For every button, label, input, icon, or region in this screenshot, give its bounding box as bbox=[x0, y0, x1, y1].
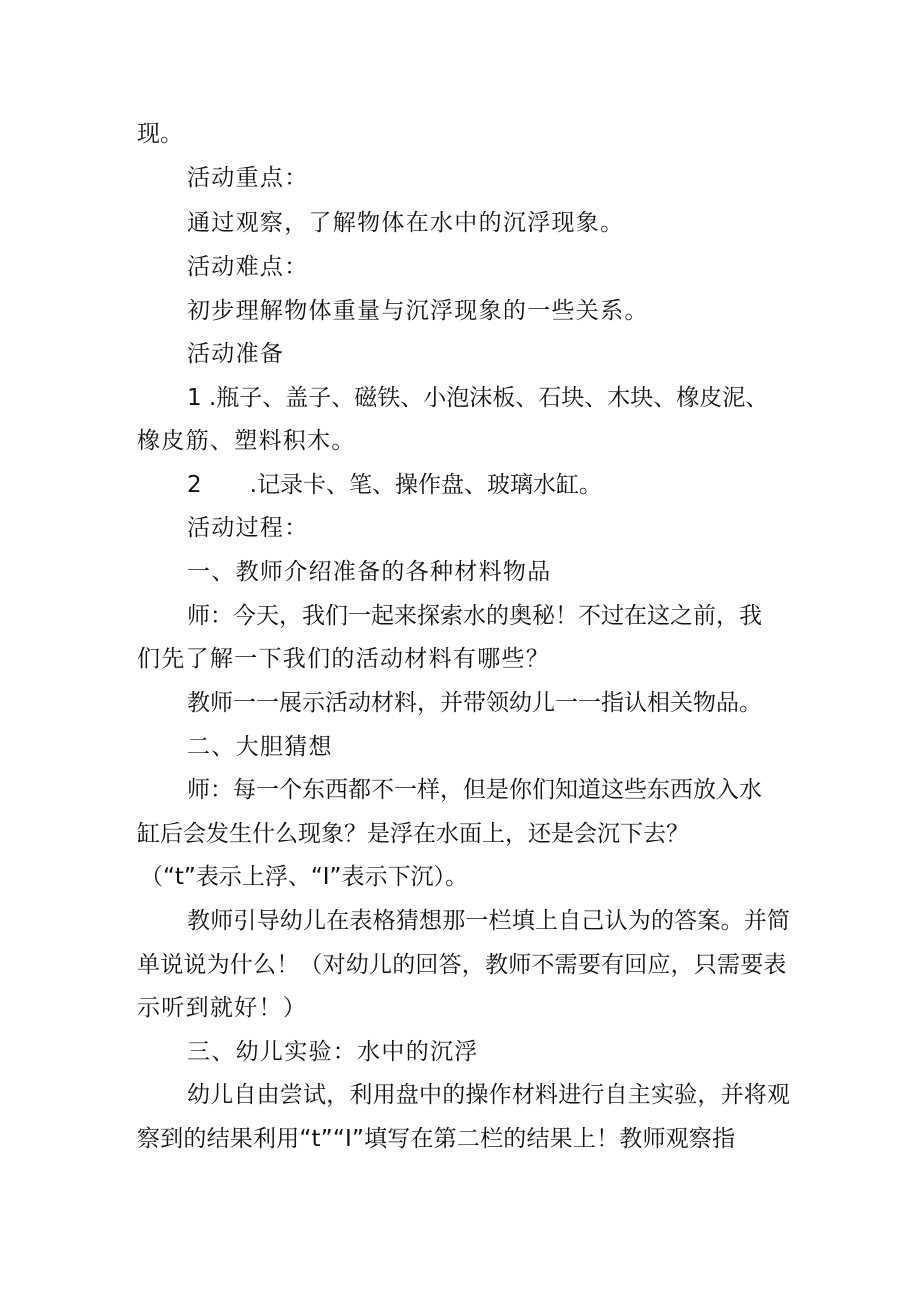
text-activity-difficulty: 初步理解物体重量与沉浮现象的一些关系。 bbox=[187, 298, 649, 324]
teacher-speech-1: 师：今天，我们一起来探索水的奥秘！不过在这之前，我 bbox=[187, 603, 762, 629]
text-activity-focus: 通过观察，了解物体在水中的沉浮现象。 bbox=[187, 210, 625, 236]
section-one-heading: 一、教师介绍准备的各种材料物品 bbox=[187, 559, 552, 585]
text-line-continuation: 现。 bbox=[137, 121, 183, 147]
heading-activity-process: 活动过程： bbox=[187, 515, 309, 541]
paragraph-experiment-continued: 察到的结果利用“t”“I”填写在第二栏的结果上！教师观察指 bbox=[137, 1126, 736, 1152]
section-two-heading: 二、大胆猜想 bbox=[187, 734, 333, 760]
paragraph-guess-table: 教师引导幼儿在表格猜想那一栏填上自己认为的答案。并简 bbox=[187, 908, 791, 934]
heading-activity-preparation: 活动准备 bbox=[187, 341, 285, 367]
preparation-item-1: 1 .瓶子、盖子、磁铁、小泡沫板、石块、木块、橡皮泥、 bbox=[187, 385, 769, 411]
paragraph-show-materials: 教师一一展示活动材料，并带领幼儿一一指认相关物品。 bbox=[187, 690, 762, 716]
heading-activity-focus: 活动重点： bbox=[187, 165, 309, 191]
symbol-legend: （“t”表示上浮、“I”表示下沉）。 bbox=[140, 864, 468, 890]
preparation-item-1-continued: 橡皮筋、塑料积木。 bbox=[137, 428, 356, 454]
paragraph-guess-table-continued: 单说说为什么！（对幼儿的回答，教师不需要有回应，只需要表 bbox=[137, 952, 787, 978]
teacher-speech-1-continued: 们先了解一下我们的活动材料有哪些？ bbox=[137, 646, 551, 672]
item-number: 2 bbox=[187, 472, 202, 498]
item-text: .记录卡、笔、操作盘、玻璃水缸。 bbox=[249, 472, 602, 498]
section-three-heading: 三、幼儿实验：水中的沉浮 bbox=[187, 1039, 479, 1065]
paragraph-experiment: 幼儿自由尝试，利用盘中的操作材料进行自主实验，并将观 bbox=[187, 1082, 791, 1108]
teacher-speech-2-continued: 缸后会发生什么现象？是浮在水面上，还是会沉下去？ bbox=[137, 821, 689, 847]
preparation-item-2 bbox=[187, 470, 602, 500]
teacher-speech-2: 师：每一个东西都不一样，但是你们知道这些东西放入水 bbox=[187, 777, 762, 803]
heading-activity-difficulty: 活动难点： bbox=[187, 254, 309, 280]
paragraph-guess-table-end: 示听到就好！） bbox=[137, 995, 308, 1021]
